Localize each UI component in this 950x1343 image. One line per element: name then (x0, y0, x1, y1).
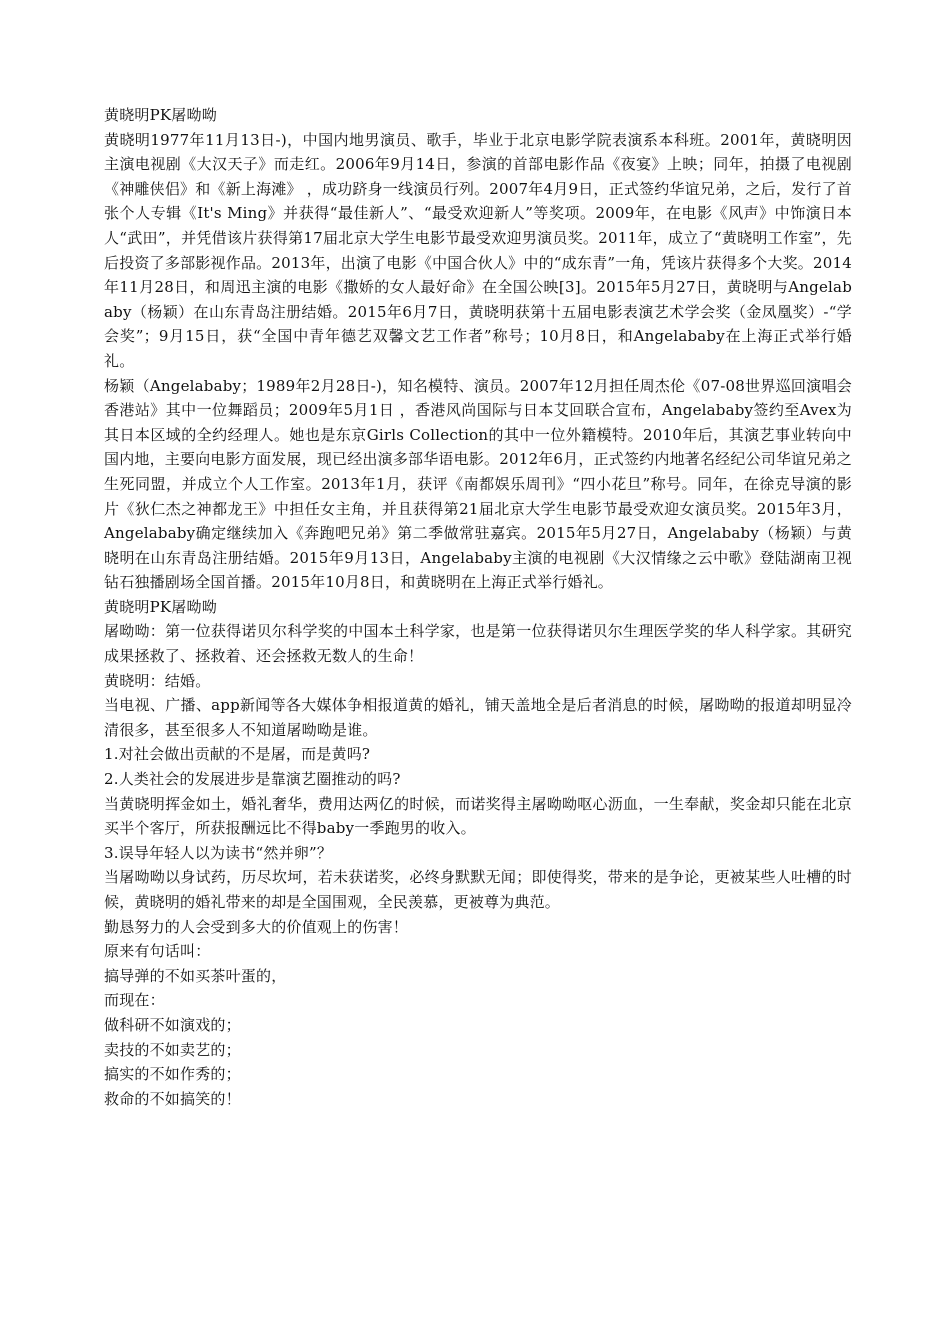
saying-old: 搞导弹的不如买茶叶蛋的， (104, 966, 287, 985)
saying-now-intro: 而现在： (104, 991, 165, 1010)
saying-line-2: 卖技的不如卖艺的； (104, 1040, 241, 1059)
question-2: 2.人类社会的发展进步是靠演艺圈推动的吗? (104, 770, 401, 789)
paragraph-media-coverage: 当电视、广播、app新闻等各大媒体争相报道黄的婚礼，铺天盖地全是后者消息的时候，屠呦呦的报道却明显冷清很多，甚至很多人不知道屠呦呦是谁。 (104, 696, 852, 739)
question-1: 1.对社会做出贡献的不是屠，而是黄吗? (104, 745, 371, 764)
paragraph-tu-sacrifice: 当屠呦呦以身试药，历尽坎坷，若未获诺奖，必终身默默无闻；即使得奖，带来的是争论，更被某些人吐槽的时候，黄晓明的婚礼带来的却是全国围观，全民羡慕，更被尊为典范。 (104, 868, 852, 911)
saying-intro: 原来有句话叫： (104, 942, 211, 961)
paragraph-huang-biography: 黄晓明1977年11月13日-)，中国内地男演员、歌手，毕业于北京电影学院表演系本科班。2001年，黄晓明因主演电视剧《大汉天子》而走红。2006年9月14日，参演的首部电影作品《夜宴》上映；同年，拍摄了电视剧《神雕侠侣》和《新上海滩》 ，成功跻身一线演员行列。2007年4月9日，正式签约华谊兄弟，之后，发行了首张个人专辑《It's Ming》并获得“最佳新人”、“最受欢迎新人”等奖项。2009年，在电影《风声》中饰演日本人“武田”，并凭借该片获得第17届北京大学生电影节最受欢迎男演员奖。2011年，成立了“黄晓明工作室”，先后投资了多部影视作品。2013年，出演了电影《中国合伙人》中的“成东青”一角，凭该片获得多个大奖。2014年11月28日，和周迅主演的电影《撒娇的女人最好命》在全国公映[3]。2015年5月27日，黄晓明与Angelababy（杨颖）在山东青岛注册结婚。2015年6月7日，黄晓明获第十五届电影表演艺术学会奖（金凤凰奖）-“学会奖”；9月15日，获“全国中青年德艺双馨文艺工作者”称号；10月8日，和Angelababy在上海正式举行婚礼。 (104, 130, 852, 370)
saying-line-3: 搞实的不如作秀的； (104, 1065, 241, 1084)
paragraph-wedding-cost: 当黄晓明挥金如土，婚礼奢华，费用达两亿的时候，而诺奖得主屠呦呦呕心沥血，一生奉献，奖金却只能在北京买半个客厅，所获报酬远比不得baby一季跑男的收入。 (104, 794, 852, 838)
paragraph-yang-biography: 杨颖（Angelababy；1989年2月28日-)，知名模特、演员。2007年12月担任周杰伦《07-08世界巡回演唱会香港站》其中一位舞蹈员；2009年5月1日 ，香港风尚国际与日本艾回联合宣布，Angelababy签约至Avex为其日本区域的全约经理人。她也是东京Girls Collection的其中一位外籍模特。2010年后，其演艺事业转向中国内地，主要向电影方面发展，现已经出演多部华语电影。2012年6月，正式签约内地著名经纪公司华谊兄弟之生死同盟，并成立个人工作室。2013年1月，获评《南都娱乐周刊》“四小花旦”称号。同年，在徐克导演的影片《狄仁杰之神都龙王》中担任女主角，并且获得第21届北京大学生电影节最受欢迎女演员奖。2015年3月，Angelababy确定继续加入《奔跑吧兄弟》第二季做常驻嘉宾。2015年5月27日，Angelababy（杨颖）与黄晓明在山东青岛注册结婚。2015年9月13日，Angelababy主演的电视剧《大汉情缘之云中歌》登陆湖南卫视钻石独播剧场全国首播。2015年10月8日，和黄晓明在上海正式举行婚礼。 (104, 376, 852, 592)
paragraph-huang-marriage: 黄晓明：结婚。 (104, 671, 211, 690)
heading-huang-vs-tu: 黄晓明PK屠呦呦 (104, 106, 217, 124)
question-3: 3.误导年轻人以为读书“然并卵”？ (104, 843, 333, 862)
paragraph-tu-intro: 屠呦呦：第一位获得诺贝尔科学奖的中国本土科学家，也是第一位获得诺贝尔生理医学奖的华人科学家。其研究成果拯救了、拯救着、还会拯救无数人的生命！ (104, 622, 852, 666)
document-page (104, 103, 852, 1111)
saying-line-4: 救命的不如搞笑的！ (104, 1089, 241, 1108)
saying-line-1: 做科研不如演戏的； (104, 1015, 241, 1034)
heading-huang-vs-tu-repeat: 黄晓明PK屠呦呦 (104, 597, 217, 616)
paragraph-values-harm: 勤恳努力的人会受到多大的价值观上的伤害！ (104, 917, 409, 936)
